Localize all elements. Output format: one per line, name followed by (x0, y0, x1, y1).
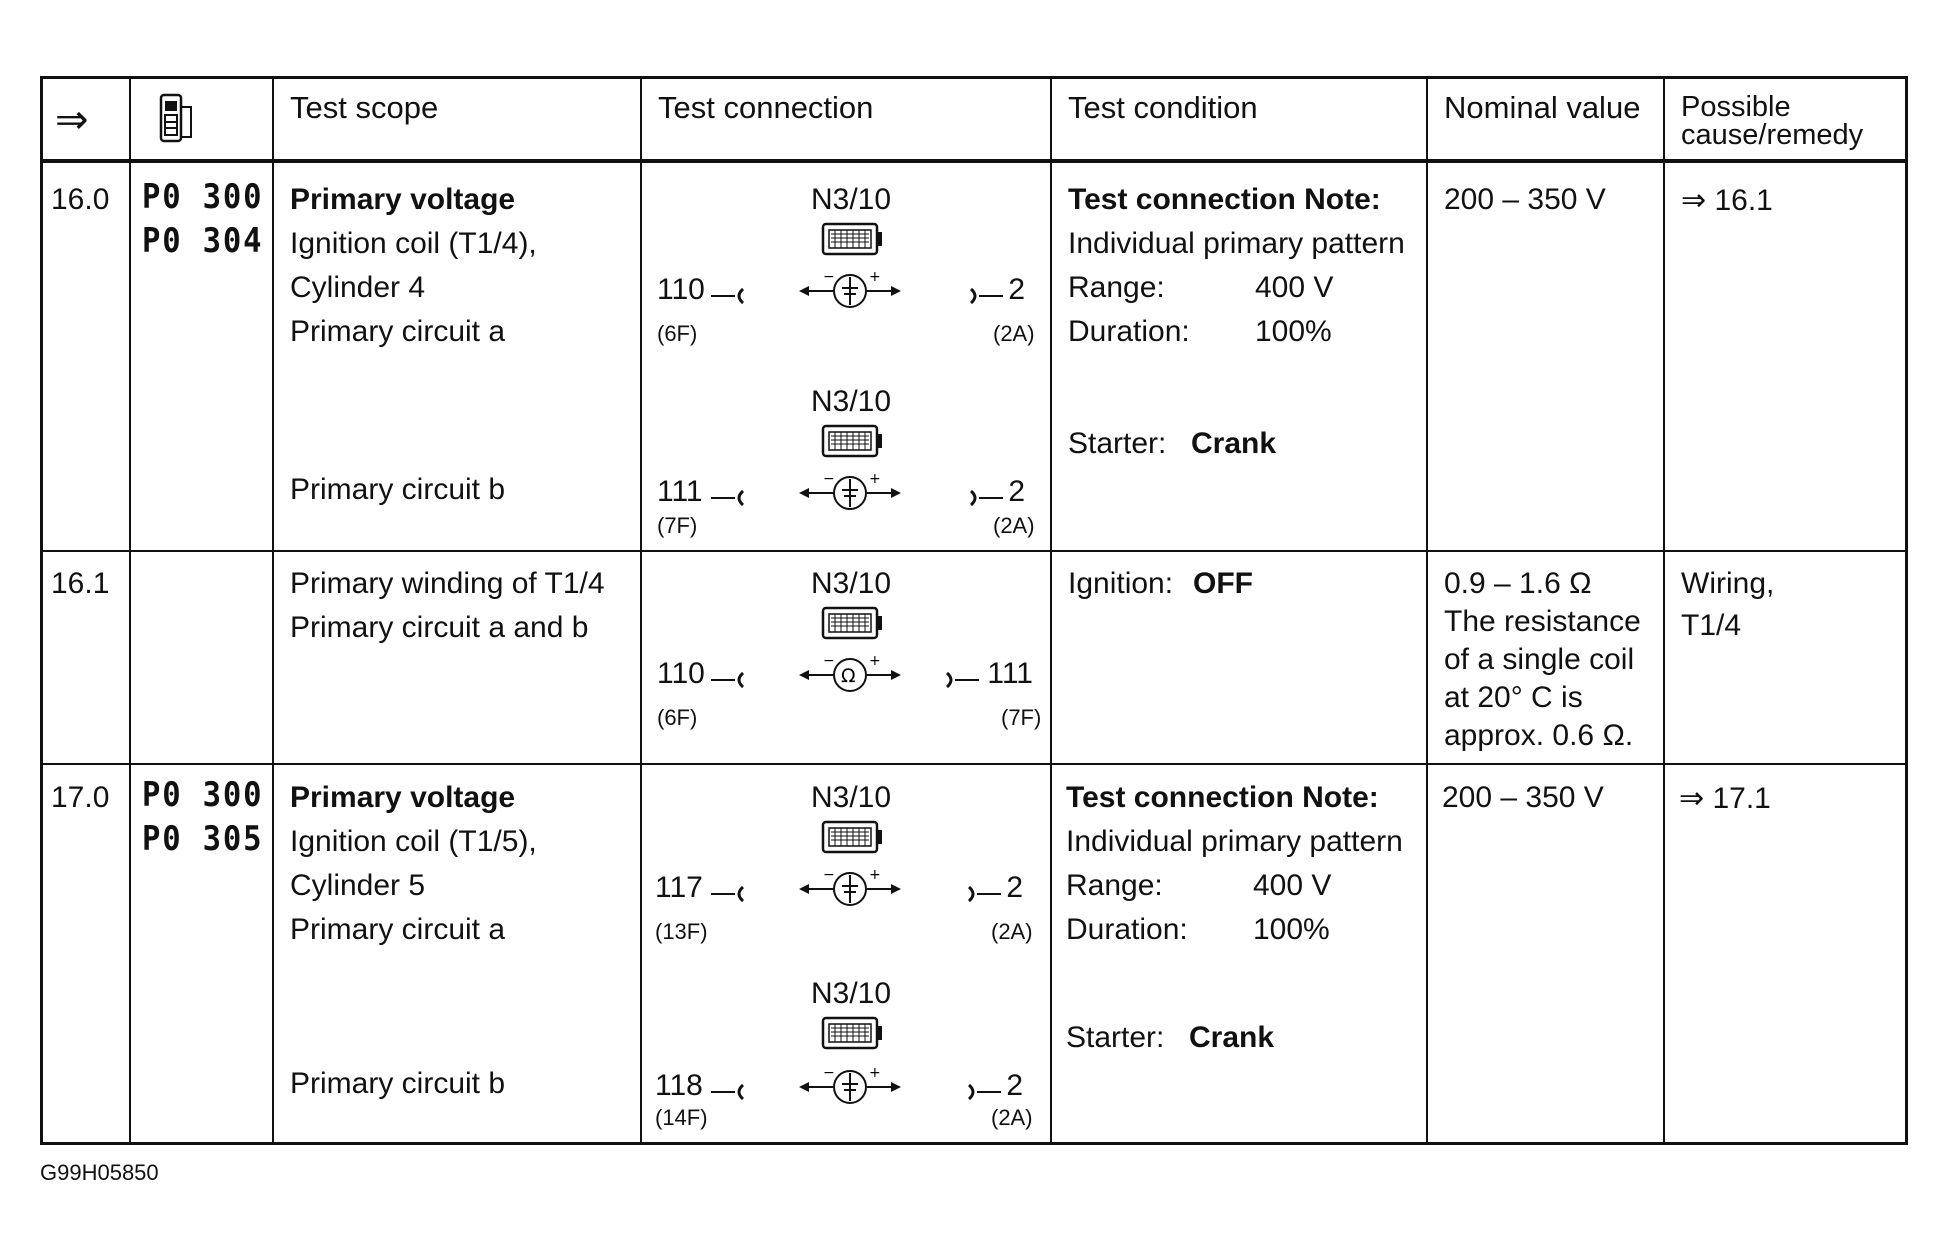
nominal-note: The resistance (1444, 605, 1641, 638)
probe-left-icon (711, 885, 747, 905)
voltmeter-icon (797, 473, 903, 513)
condition-value: OFF (1193, 567, 1253, 600)
remedy-line: Wiring, (1681, 567, 1775, 600)
probe-right-icon (943, 671, 979, 691)
left-pin: 110 (657, 273, 705, 306)
left-pin-sub: (6F) (657, 705, 698, 730)
step-number: 16.1 (51, 567, 110, 600)
ecu-connector-icon (821, 424, 883, 460)
module-label: N3/10 (811, 567, 892, 600)
remedy-link: ⇒ 16.1 (1681, 184, 1773, 217)
condition-value: 100% (1255, 315, 1332, 348)
probe-right-icon (965, 885, 1001, 905)
scope-title: Primary voltage (290, 781, 516, 814)
probe-left-icon (711, 489, 747, 509)
svg-text:−: − (823, 471, 835, 487)
probe-right-icon (967, 287, 1003, 307)
voltmeter-icon (797, 271, 903, 311)
header-divider (43, 159, 1905, 163)
scope-line: Primary winding of T1/4 (290, 567, 605, 600)
remedy-link: ⇒ 17.1 (1679, 782, 1771, 815)
figure-code: G99H05850 (40, 1160, 159, 1185)
fault-code: P0 300 (142, 177, 264, 217)
condition-line: Individual primary pattern (1066, 825, 1403, 858)
condition-value: Crank (1189, 1021, 1275, 1054)
ecu-connector-icon (821, 820, 883, 856)
row-divider (43, 550, 1905, 552)
header-remedy: Possible cause/remedy (1681, 91, 1864, 151)
left-pin-sub: (7F) (657, 513, 698, 538)
svg-text:+: + (869, 269, 881, 285)
module-label: N3/10 (811, 183, 892, 216)
scope-line: Primary circuit a and b (290, 611, 589, 644)
condition-title: Test connection Note: (1068, 183, 1381, 216)
ecu-connector-icon (821, 606, 883, 642)
left-pin: 118 (655, 1069, 703, 1102)
nominal-note: approx. 0.6 Ω. (1444, 719, 1634, 752)
condition-label: Starter: (1066, 1021, 1165, 1054)
voltmeter-icon (797, 1067, 903, 1107)
scope-line: Primary circuit b (290, 473, 506, 506)
row-divider (43, 763, 1905, 765)
ohmmeter-icon (797, 655, 903, 695)
condition-value: 400 V (1255, 271, 1334, 304)
header-arrow: ⇒ (55, 98, 89, 142)
right-pin: 2 (1006, 871, 1023, 904)
col-divider (272, 79, 274, 1142)
condition-value: 100% (1253, 913, 1330, 946)
probe-left-icon (711, 1083, 747, 1103)
right-pin-sub: (7F) (1001, 705, 1042, 730)
scope-title: Primary voltage (290, 183, 516, 216)
scope-line: Cylinder 4 (290, 271, 426, 304)
condition-label: Starter: (1068, 427, 1167, 460)
step-number: 16.0 (51, 183, 110, 216)
condition-label: Ignition: (1068, 567, 1174, 600)
ecu-connector-icon (821, 222, 883, 258)
svg-text:+: + (869, 867, 881, 883)
condition-title: Test connection Note: (1066, 781, 1379, 814)
module-label: N3/10 (811, 781, 892, 814)
col-divider (1663, 79, 1665, 1142)
left-pin-sub: (6F) (657, 321, 698, 346)
condition-value: 400 V (1253, 869, 1332, 902)
svg-text:+: + (869, 653, 881, 669)
module-label: N3/10 (811, 977, 892, 1010)
svg-text:Ω: Ω (841, 665, 856, 687)
condition-label: Range: (1068, 271, 1165, 304)
probe-right-icon (965, 1083, 1001, 1103)
svg-text:−: − (823, 867, 835, 883)
right-pin-sub: (2A) (993, 513, 1035, 538)
nominal-note: at 20° C is (1444, 681, 1583, 714)
svg-text:+: + (869, 471, 881, 487)
fault-code: P0 305 (142, 819, 264, 859)
condition-label: Range: (1066, 869, 1163, 902)
left-pin-sub: (13F) (655, 919, 708, 944)
right-pin: 2 (1008, 475, 1025, 508)
module-label: N3/10 (811, 385, 892, 418)
ecu-connector-icon (821, 1016, 883, 1052)
scope-line: Primary circuit a (290, 315, 506, 348)
probe-left-icon (711, 671, 747, 691)
nominal-value: 200 – 350 V (1444, 183, 1606, 216)
condition-value: Crank (1191, 427, 1277, 460)
fault-code: P0 304 (142, 221, 264, 261)
nominal-value: 200 – 350 V (1442, 781, 1604, 814)
probe-right-icon (967, 489, 1003, 509)
right-pin: 2 (1008, 273, 1025, 306)
probe-left-icon (711, 287, 747, 307)
nominal-value: 0.9 – 1.6 Ω (1444, 567, 1592, 600)
right-pin-sub: (2A) (991, 1105, 1033, 1130)
scope-line: Primary circuit a (290, 913, 506, 946)
col-divider (129, 79, 131, 1142)
col-divider (1426, 79, 1428, 1142)
condition-label: Duration: (1066, 913, 1188, 946)
scope-line: Ignition coil (T1/5), (290, 825, 537, 858)
condition-line: Individual primary pattern (1068, 227, 1405, 260)
right-pin-sub: (2A) (993, 321, 1035, 346)
tester-icon (155, 93, 199, 145)
scope-line: Ignition coil (T1/4), (290, 227, 537, 260)
test-table (40, 76, 1908, 1145)
nominal-note: of a single coil (1444, 643, 1635, 676)
fault-code: P0 300 (142, 775, 264, 815)
right-pin-sub: (2A) (991, 919, 1033, 944)
header-nominal: Nominal value (1444, 90, 1641, 125)
left-pin-sub: (14F) (655, 1105, 708, 1130)
col-divider (640, 79, 642, 1142)
svg-text:−: − (823, 269, 835, 285)
scope-line: Primary circuit b (290, 1067, 506, 1100)
header-connection: Test connection (658, 90, 874, 125)
left-pin: 110 (657, 657, 705, 690)
svg-text:+: + (869, 1065, 881, 1081)
step-number: 17.0 (51, 781, 110, 814)
col-divider (1050, 79, 1052, 1142)
svg-text:−: − (823, 1065, 835, 1081)
header-scope: Test scope (290, 90, 439, 125)
scope-line: Cylinder 5 (290, 869, 426, 902)
voltmeter-icon (797, 869, 903, 909)
header-condition: Test condition (1068, 90, 1258, 125)
svg-text:−: − (823, 653, 835, 669)
condition-label: Duration: (1068, 315, 1190, 348)
left-pin: 117 (655, 871, 703, 904)
right-pin: 111 (987, 657, 1033, 690)
right-pin: 2 (1006, 1069, 1023, 1102)
remedy-line: T1/4 (1681, 609, 1742, 642)
left-pin: 111 (657, 475, 703, 508)
